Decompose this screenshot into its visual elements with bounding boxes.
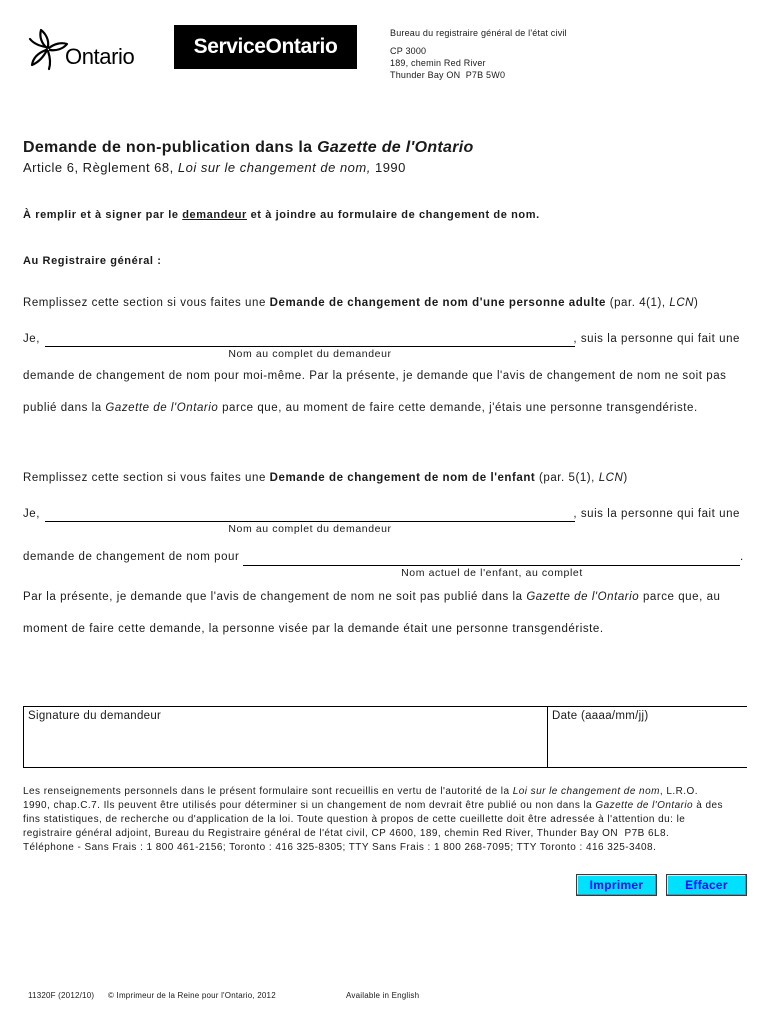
office-address-line xyxy=(390,70,505,81)
date-field[interactable] xyxy=(551,727,747,765)
subtitle-article: Article 6, Règlement 68, xyxy=(23,160,178,175)
privacy-line xyxy=(23,785,723,799)
adult-intro-ref: (par. 4(1), xyxy=(605,297,670,309)
child-applicant-name-field[interactable] xyxy=(45,507,575,522)
language-note-text: Available in English xyxy=(346,991,420,1000)
page-title-text: Demande de non-publication dans la xyxy=(23,139,318,156)
trillium-icon xyxy=(27,27,69,71)
privacy-notice xyxy=(23,785,723,855)
office-po-box: CP 3000 xyxy=(390,46,427,56)
signature-block xyxy=(23,706,747,768)
child-name-caption-text: Nom actuel de l'enfant, au complet xyxy=(401,567,583,579)
child-request-label xyxy=(23,550,239,564)
instruction-applicant: demandeur xyxy=(182,209,247,221)
date-label: Date (aaaa/mm/jj) xyxy=(552,710,649,722)
child-statement-text: Par la présente, je demande que l'avis de changement de nom ne soit pas publié dans la xyxy=(23,591,527,603)
child-intro-text: Remplissez cette section si vous faites une xyxy=(23,472,270,484)
copyright xyxy=(108,991,276,1001)
adult-statement-text: demande de changement de nom pour moi-même. Par la présente, je demande que l'avis de changement de nom ne soit pas xyxy=(23,370,727,382)
adult-statement-line xyxy=(23,369,726,383)
adult-statement-text: publié dans la xyxy=(23,402,106,414)
ontario-logo-text: Ontario xyxy=(65,44,135,69)
child-after-name-text: , suis la personne qui fait une xyxy=(573,508,740,520)
privacy-text: 1990, chap.C.7. Ils peuvent être utilisés pour déterminer si un changement de nom devrait être publié ou non dans la xyxy=(23,800,596,811)
adult-applicant-name-caption xyxy=(210,348,410,360)
child-name-period-text: . xyxy=(740,551,744,563)
child-name-caption xyxy=(392,567,592,579)
child-statement-gazette: Gazette de l'Ontario xyxy=(526,591,640,603)
child-intro-ref: (par. 5(1), xyxy=(535,472,599,484)
privacy-line xyxy=(23,827,723,841)
child-intro-ref-lcn: LCN xyxy=(598,472,624,484)
addressee-text: Au Registraire général : xyxy=(23,255,162,267)
child-statement-text: moment de faire cette demande, la personne visée par la demande était une personne transgendériste. xyxy=(23,623,604,635)
form-number xyxy=(28,991,94,1001)
adult-je-label xyxy=(23,332,40,346)
child-statement-text-end: parce que, au xyxy=(639,591,721,603)
adult-applicant-name-field[interactable] xyxy=(45,332,575,347)
adult-intro-ref-close: ) xyxy=(694,297,699,309)
language-note xyxy=(346,991,419,1001)
privacy-line xyxy=(23,841,723,855)
clear-button[interactable]: Effacer xyxy=(666,874,747,896)
child-section-intro xyxy=(23,471,628,485)
child-name-period xyxy=(740,550,744,564)
child-name-field[interactable] xyxy=(243,551,740,566)
privacy-line xyxy=(23,813,723,827)
office-address-line xyxy=(390,46,426,57)
page-title xyxy=(23,138,474,158)
instruction-text-end: et à joindre au formulaire de changement de nom. xyxy=(246,209,540,221)
adult-after-name-text: , suis la personne qui fait une xyxy=(573,333,740,345)
child-statement-line xyxy=(23,590,720,604)
child-caption-text: Nom au complet du demandeur xyxy=(228,523,392,535)
adult-statement-gazette: Gazette de l'Ontario xyxy=(105,402,219,414)
privacy-text: , L.R.O. xyxy=(659,786,698,797)
office-name: Bureau du registraire général de l'état civil xyxy=(390,28,567,38)
adult-je-text: Je, xyxy=(23,333,40,345)
privacy-text: Les renseignements personnels dans le présent formulaire sont recueillis en vertu de l'autorité de la xyxy=(23,786,513,797)
child-intro-form-name: Demande de changement de nom de l'enfant xyxy=(269,472,536,484)
privacy-contact: Téléphone - Sans Frais : 1 800 461-2156; Toronto : 416 325-8305; TTY Sans Frais : 1 800 268-7095; TTY Toronto : 416 325-3408. xyxy=(23,842,657,853)
privacy-gazette: Gazette de l'Ontario xyxy=(595,800,694,811)
child-after-name xyxy=(573,507,740,521)
privacy-text: fins statistiques, de recherche ou d'application de la loi. Toute question à propos de cette cueillette doit être adressée à l'attention du: le xyxy=(23,814,686,825)
adult-section-intro xyxy=(23,296,698,310)
privacy-text: à des xyxy=(693,800,723,811)
child-statement-line xyxy=(23,622,604,636)
office-city-postal: Thunder Bay ON P7B 5W0 xyxy=(390,70,506,80)
adult-caption-text: Nom au complet du demandeur xyxy=(228,348,392,360)
subtitle-act-name: Loi sur le changement de nom, xyxy=(177,160,371,175)
adult-after-name xyxy=(573,332,740,346)
print-button[interactable]: Imprimer xyxy=(576,874,657,896)
subtitle-year: 1990 xyxy=(370,160,406,175)
adult-statement-line xyxy=(23,401,698,415)
child-je-text: Je, xyxy=(23,508,40,520)
adult-intro-text: Remplissez cette section si vous faites une xyxy=(23,297,270,309)
instruction-text: À remplir et à signer par le xyxy=(23,209,183,221)
adult-intro-form-name: Demande de changement de nom d'une personne adulte xyxy=(269,297,606,309)
child-je-label xyxy=(23,507,40,521)
privacy-act-name: Loi sur le changement de nom xyxy=(512,786,660,797)
office-street: 189, chemin Red River xyxy=(390,58,486,68)
instruction xyxy=(23,208,540,222)
page-subtitle xyxy=(23,160,406,176)
addressee xyxy=(23,254,162,268)
page-title-gazette: Gazette de l'Ontario xyxy=(317,139,474,156)
privacy-line xyxy=(23,799,723,813)
service-ontario-logo xyxy=(174,25,357,69)
child-request-text: demande de changement de nom pour xyxy=(23,551,240,563)
adult-intro-ref-lcn: LCN xyxy=(669,297,695,309)
office-address-line xyxy=(390,58,486,69)
adult-statement-text-end: parce que, au moment de faire cette demande, j'étais une personne transgendériste. xyxy=(218,402,698,414)
privacy-text: registraire général adjoint, Bureau du Registraire général de l'état civil, CP 4600, 189, chemin Red River, Thunder Bay ON P7B 6L8. xyxy=(23,828,670,839)
service-ontario-logo-text: ServiceOntario xyxy=(193,35,338,58)
form-number-text: 11320F (2012/10) xyxy=(28,991,95,1000)
child-intro-ref-close: ) xyxy=(623,472,628,484)
office-address-line xyxy=(390,28,567,39)
signature-divider xyxy=(547,707,548,767)
ontario-logo xyxy=(27,27,147,73)
child-applicant-name-caption xyxy=(210,523,410,535)
signature-label: Signature du demandeur xyxy=(28,710,162,722)
copyright-text: © Imprimeur de la Reine pour l'Ontario, 2012 xyxy=(108,991,276,1000)
